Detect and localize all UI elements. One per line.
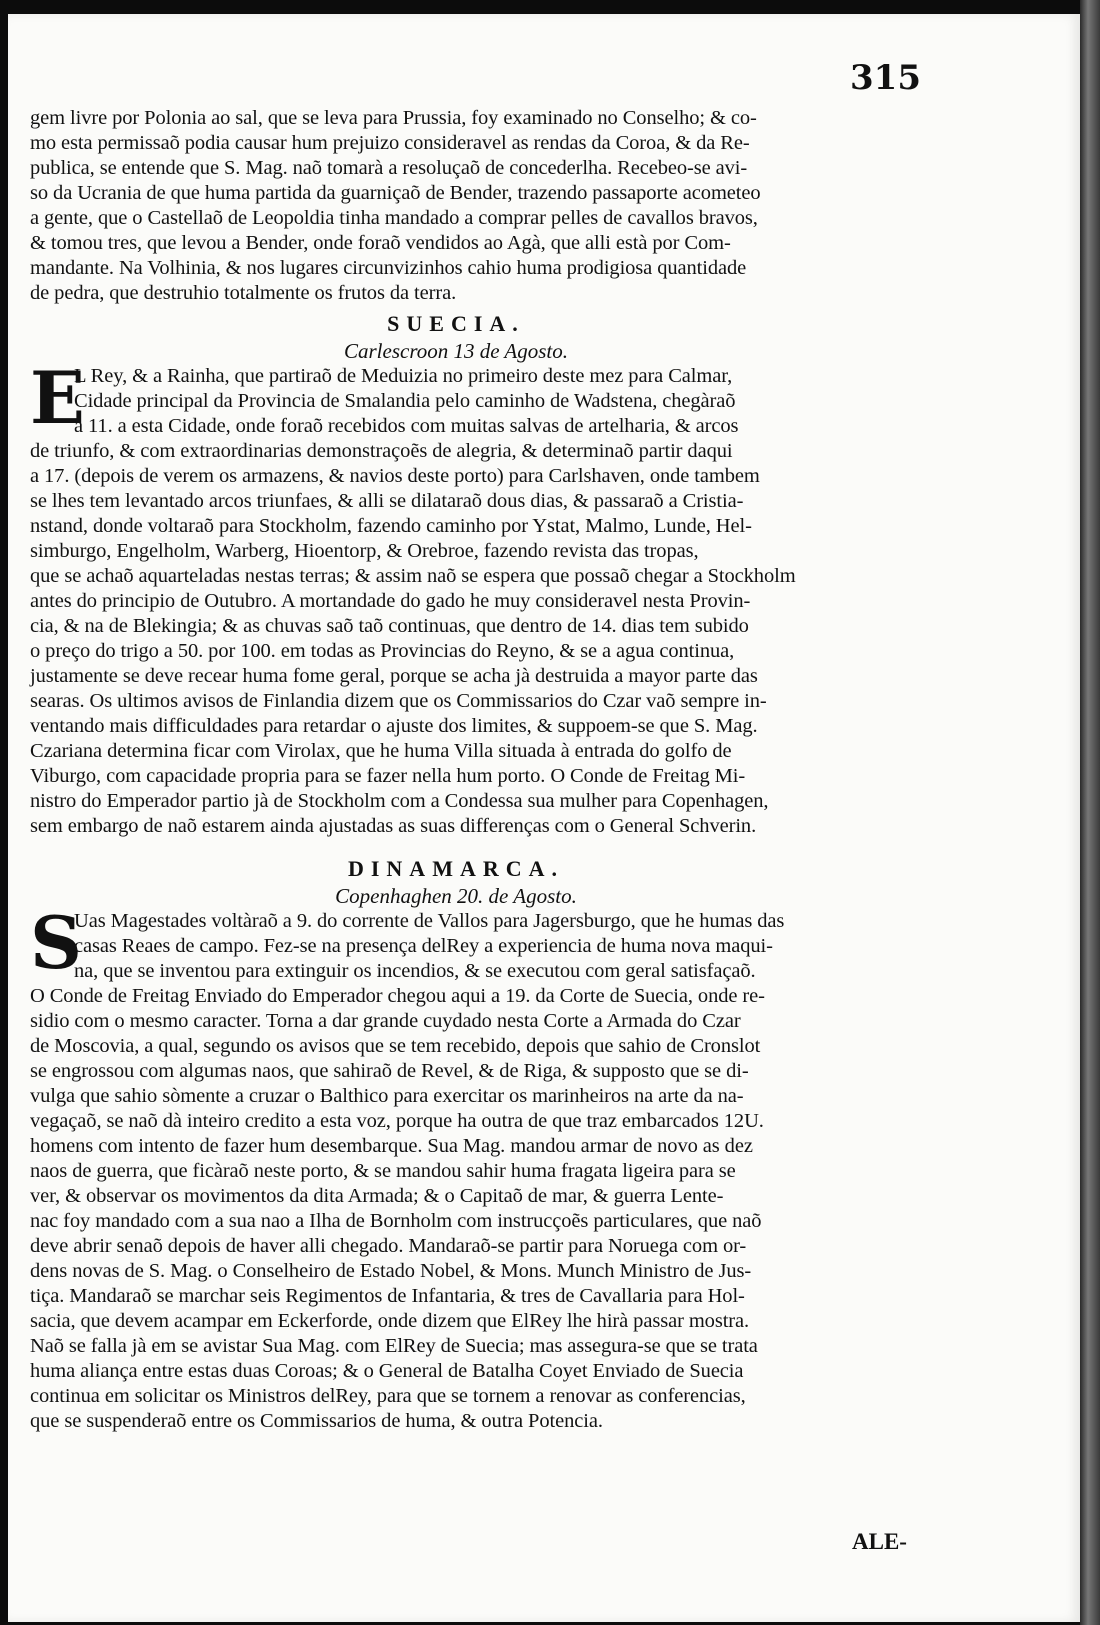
text-line: tiça. Mandaraõ se marchar seis Regimentos de Infantaria, & tres de Cavallaria para Hol- [30,1285,745,1307]
section-title: SUECIA. [387,311,525,336]
text-line: a 17. (depois de verem os armazens, & navios deste porto) para Carlshaven, onde tambem [30,465,760,487]
text-line: sem embargo de naõ estarem ainda ajustadas as suas differenças com o General Schverin. [30,815,757,837]
text-line: Cidade principal da Provincia de Smalandia pelo caminho de Wadstena, chegàraõ [74,390,736,412]
text-line: mo esta permissaõ podia causar hum prejuizo consideravel as rendas da Coroa, & da Re- [30,132,750,154]
newspaper-page [8,14,1080,1622]
text-line: antes do principio de Outubro. A mortandade do gado he muy consideravel nesta Provin- [30,590,751,612]
text-line: a gente, que o Castellaõ de Leopoldia tinha mandado a comprar pelles de cavallos bravos, [30,207,758,229]
text-line: de pedra, que destruhio totalmente os frutos da terra. [30,282,457,304]
text-line: gem livre por Polonia ao sal, que se leva para Prussia, foy examinado no Conselho; & co- [30,107,757,129]
drop-cap: S [30,900,82,985]
text-line: L Rey, & a Rainha, que partiraõ de Meduizia no primeiro deste mez para Calmar, [74,365,733,387]
text-line: que se suspenderaõ entre os Commissarios de huma, & outra Potencia. [30,1410,603,1432]
text-line: de Moscovia, a qual, segundo os avisos que se tem recebido, depois que sahio de Cronslot [30,1035,761,1057]
drop-cap: E [30,355,85,440]
text-line: Viburgo, com capacidade propria para se fazer nella hum porto. O Conde de Freitag Mi- [30,765,746,787]
text-line: O Conde de Freitag Enviado do Emperador chegou aqui a 19. da Corte de Suecia, onde re- [30,985,765,1007]
text-line: nstand, donde voltaraõ para Stockholm, fazendo caminho por Ystat, Malmo, Lunde, Hel- [30,515,752,537]
text-line: justamente se deve recear huma fome geral, porque se acha jà destruida a mayor parte das [30,665,758,687]
page-number: 315 [850,58,921,98]
text-line: so da Ucrania de que huma partida da guarniçaõ de Bender, trazendo passaporte acometeo [30,182,761,204]
text-line: se lhes tem levantado arcos triunfaes, & alli se dilataraõ dous dias, & passaraõ a Cristia- [30,490,744,512]
text-line: o preço do trigo a 50. por 100. em todas as Provincias do Reyno, & se a agua continua, [30,640,735,662]
text-line: deve abrir senaõ depois de haver alli chegado. Mandaraõ-se partir para Noruega com or- [30,1235,747,1257]
text-line: de triunfo, & com extraordinarias demonstraçoẽs de alegria, & determinaõ partir daqui [30,440,733,462]
text-line: se engrossou com algumas naos, que sahiraõ de Revel, & de Riga, & supposto que se di- [30,1060,749,1082]
text-line: Uas Magestades voltàraõ a 9. do corrente de Vallos para Jagersburgo, que he humas das [74,910,785,932]
text-line: nac foy mandado com a sua nao a Ilha de Bornholm com instrucçoẽs particulares, que naõ [30,1210,762,1232]
text-line: casas Reaes de campo. Fez-se na presença delRey a experiencia de huma nova maqui- [74,935,773,957]
text-line: sidio com o mesmo caracter. Torna a dar grande cuydado nesta Corte a Armada do Czar [30,1010,741,1032]
text-line: na, que se inventou para extinguir os incendios, & se executou com geral satisfaçaõ. [74,960,756,982]
text-line: searas. Os ultimos avisos de Finlandia dizem que os Commissarios do Czar vaõ sempre in- [30,690,767,712]
text-line: continua em solicitar os Ministros delRey, para que se tornem a renovar as conferencias, [30,1385,746,1407]
section-dateline: Carlescroon 13 de Agosto. [344,339,568,363]
text-line: sacia, que devem acampar em Eckerforde, onde dizem que ElRey lhe hirà passar mostra. [30,1310,750,1332]
text-line: homens com intento de fazer hum desembarque. Sua Mag. mandou armar de novo as dez [30,1135,753,1157]
catchword: ALE- [852,1529,907,1554]
text-line: vegaçaõ, se naõ dà inteiro credito a esta voz, porque ha outra de que traz embarcados 12U. [30,1110,764,1132]
text-line: ver, & observar os movimentos da dita Armada; & o Capitaõ de mar, & guerra Lente- [30,1185,724,1207]
text-line: Czariana determina ficar com Virolax, que he huma Villa situada à entrada do golfo de [30,740,732,762]
text-line: simburgo, Engelholm, Warberg, Hioentorp, & Orebroe, fazendo revista das tropas, [30,540,699,562]
text-line: a 11. a esta Cidade, onde foraõ recebidos com muitas salvas de artelharia, & arcos [74,415,739,437]
text-line: cia, & na de Blekingia; & as chuvas saõ taõ continuas, que dentro de 14. dias tem subido [30,615,749,637]
section-body [30,355,882,839]
section-dateline: Copenhaghen 20. de Agosto. [335,884,577,908]
text-line: mandante. Na Volhinia, & nos lugares circunvizinhos cahio huma prodigiosa quantidade [30,257,747,279]
text-line: ventando mais difficuldades para retardar o ajuste dos limites, & suppoem-se que S. Mag. [30,715,758,737]
text-line: huma aliança entre estas duas Coroas; & o General de Batalha Coyet Enviado de Suecia [30,1360,744,1382]
section-dinamarca [30,855,882,1434]
intro-paragraph [30,106,882,306]
text-line: publica, se entende que S. Mag. naõ tomarà a resoluçaõ de concederlha. Recebeo-se avi- [30,157,748,179]
section-title: DINAMARCA. [347,856,565,881]
text-line: nistro do Emperador partio jà de Stockholm com a Condessa sua mulher para Copenhagen, [30,790,769,812]
page-edge-shadow [1080,0,1100,1625]
section-suecia [30,310,882,839]
text-line: que se achaõ aquarteladas nestas terras; & assim naõ se espera que possaõ chegar a Stockholm [30,565,796,587]
text-line: naos de guerra, que ficàraõ neste porto, & se mandou sahir huma fragata ligeira para se [30,1160,736,1182]
text-line: & tomou tres, que levou a Bender, onde foraõ vendidos ao Agà, que alli està por Com- [30,232,731,254]
text-line: vulga que sahio sòmente a cruzar o Balthico para exercitar os marinheiros na arte da na- [30,1085,744,1107]
text-line: dens novas de S. Mag. o Conselheiro de Estado Nobel, & Mons. Munch Ministro de Jus- [30,1260,752,1282]
text-line: Naõ se falla jà em se avistar Sua Mag. com ElRey de Suecia; mas assegura-se que se trata [30,1335,758,1357]
section-body [30,900,882,1434]
